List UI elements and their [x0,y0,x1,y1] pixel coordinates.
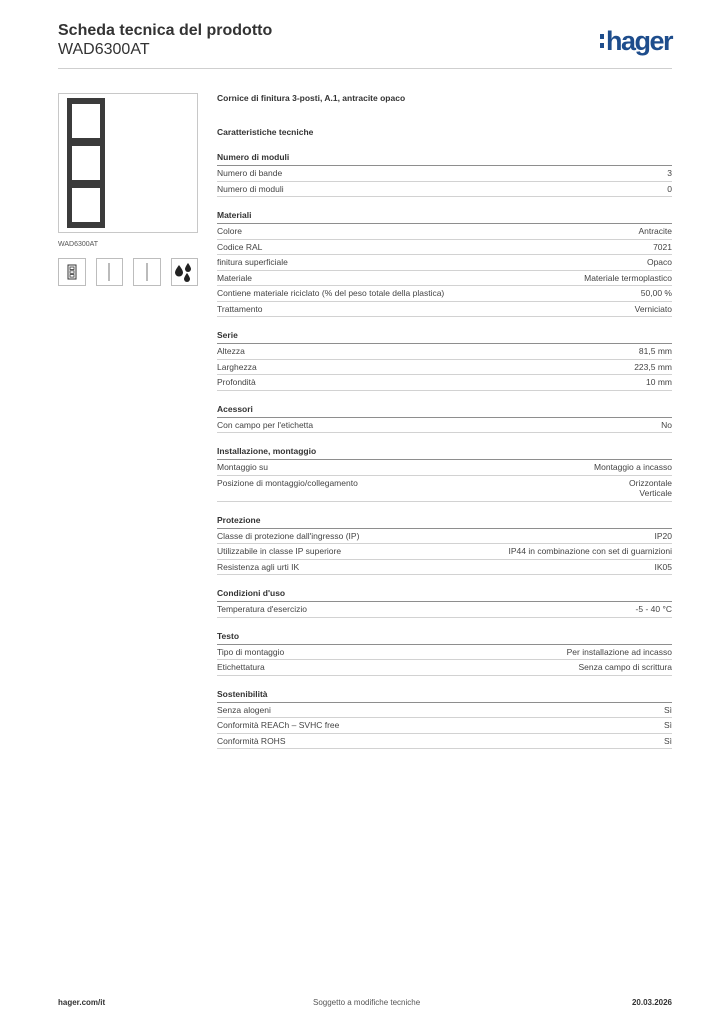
spec-row [217,718,672,734]
spec-value [641,288,672,299]
section-title: Testo [217,631,672,645]
spec-value-line: Orizzontale [629,477,672,488]
spec-value [653,242,672,253]
vertical-line-icon [96,258,124,286]
spec-label: Materiale [217,272,252,283]
spec-row [217,240,672,256]
spec-value-line: 50,00 % [640,288,672,298]
spec-label: Temperatura d'esercizio [217,604,307,614]
spec-value [667,168,672,179]
page-header [58,20,672,68]
spec-section [217,515,672,576]
spec-label: Codice RAL [217,241,263,252]
spec-value-line: 0 [667,183,672,194]
spec-row [217,166,672,182]
spec-label: Colore [217,226,243,236]
spec-value-line: 3 [667,168,672,178]
water-drops-icon [171,258,199,286]
spec-label: finitura superficiale [217,257,288,267]
spec-value-line: 223,5 mm [634,361,672,372]
spec-label: Classe di protezione dall'ingresso (IP) [217,530,360,541]
spec-label: Utilizzabile in classe IP superiore [217,546,342,556]
spec-row [217,460,672,476]
document-title: Scheda tecnica del prodotto [58,22,273,39]
spec-value-line: IK05 [654,561,672,572]
spec-value [567,647,672,658]
section-title: Numero di moduli [217,152,672,166]
spec-value-line: Opaco [646,257,672,267]
spec-value [647,257,672,268]
spec-row [217,660,672,676]
spec-value [661,420,672,431]
spec-section [217,330,672,391]
spec-row [217,271,672,287]
product-name: Cornice di finitura 3-posti, A.1, antracite opaco [217,93,406,103]
product-code-subtitle: WAD6300AT [58,41,150,58]
spec-value-line: Antracite [638,226,672,236]
spec-row [217,529,672,545]
spec-value [509,546,673,557]
spec-value-line: 7021 [653,241,672,252]
spec-section [217,588,672,618]
spec-section [217,689,672,750]
spec-label: Tipo di montaggio [217,646,285,657]
frame-illustration [67,98,105,228]
spec-label: Altezza [217,346,245,356]
spec-value-line: No [661,419,672,430]
three-module-frame-icon [58,258,86,286]
spec-row [217,375,672,391]
spec-value-line: Sì [663,704,672,715]
spec-value-line: 81,5 mm [638,346,672,356]
spec-row [217,602,672,618]
spec-value-line: 10 mm [646,377,672,387]
spec-row [217,344,672,360]
spec-row [217,302,672,318]
spec-value [635,304,672,315]
image-caption: WAD6300AT [58,241,99,248]
spec-label: Contiene materiale riciclato (% del peso totale della plastica) [217,288,445,298]
hager-logo [600,26,672,56]
logo-mark-icon [600,34,604,52]
feature-icons [58,258,198,286]
section-title: Acessori [217,404,672,418]
product-image [58,93,198,233]
spec-row [217,544,672,560]
footer-date: 20.03.2026 [631,998,672,1007]
spec-row [217,476,672,502]
spec-row [217,645,672,661]
spec-value-line: -5 - 40 °C [635,604,672,614]
section-title: Condizioni d'uso [217,588,672,602]
spec-row [217,182,672,198]
spec-row [217,418,672,434]
spec-label: Montaggio su [217,462,269,472]
section-title: Materiali [217,210,672,224]
spec-label: Conformità ROHS [217,735,286,746]
spec-value [664,720,672,731]
section-title: Protezione [217,515,672,529]
footer-website: hager.com/it [58,998,106,1007]
spec-value [646,377,672,388]
spec-value-line: Sì [663,720,672,730]
spec-row [217,224,672,240]
spec-label: Profondità [217,377,256,387]
spec-value-line: Montaggio a incasso [594,462,672,472]
spec-value [584,273,672,284]
spec-value [655,562,673,573]
spec-label: Numero di moduli [217,183,284,194]
spec-section [217,631,672,676]
spec-value [664,705,672,716]
spec-value-line: Senza campo di scrittura [578,662,672,672]
spec-value-line: Per installazione ad incasso [566,646,672,657]
spec-value [664,736,672,747]
spec-row [217,255,672,271]
spec-value [638,226,672,237]
spec-value-line: Sì [663,735,672,746]
characteristics-title: Caratteristiche tecniche [217,127,314,137]
frame-slot [72,104,100,138]
spec-row [217,286,672,302]
spec-sections [217,152,672,749]
specifications-column [217,93,672,749]
section-title: Installazione, montaggio [217,446,672,460]
spec-section [217,404,672,434]
section-title: Serie [217,330,672,344]
spec-label: Larghezza [217,361,257,372]
spec-value [594,462,672,473]
spec-section [217,446,672,502]
section-title: Sostenibilità [217,689,672,703]
spec-value [634,362,672,373]
spec-label: Etichettatura [217,662,265,672]
header-divider [58,68,672,69]
spec-section [217,210,672,317]
spec-value [578,662,672,673]
spec-label: Numero di bande [217,168,283,178]
spec-value [667,184,672,195]
spec-label: Resistenza agli urti IK [217,561,300,572]
spec-value [639,346,672,357]
page-footer [58,998,672,1010]
spec-value [636,604,672,615]
logo-text: hager [605,26,672,56]
spec-value [629,478,672,499]
footer-note: Soggetto a modifiche tecniche [313,998,421,1007]
spec-label: Senza alogeni [217,704,271,715]
spec-label: Posizione di montaggio/collegamento [217,477,358,488]
spec-value-line: Materiale termoplastico [584,272,672,283]
spec-row [217,360,672,376]
spec-label: Conformità REACh – SVHC free [217,720,340,730]
spec-label: Con campo per l'etichetta [217,419,314,430]
spec-value-line: Verniciato [634,303,672,314]
frame-slot [72,146,100,180]
spec-value-line: IP44 in combinazione con set di guarnizioni [508,546,672,556]
spec-value [655,531,673,542]
frame-slot [72,188,100,222]
spec-row [217,703,672,719]
spec-label: Trattamento [217,303,263,314]
vertical-line-icon [133,258,161,286]
spec-value-line: Verticale [639,488,672,498]
product-image-column [58,93,198,286]
spec-section [217,152,672,197]
spec-row [217,734,672,750]
spec-row [217,560,672,576]
spec-value-line: IP20 [654,530,672,541]
